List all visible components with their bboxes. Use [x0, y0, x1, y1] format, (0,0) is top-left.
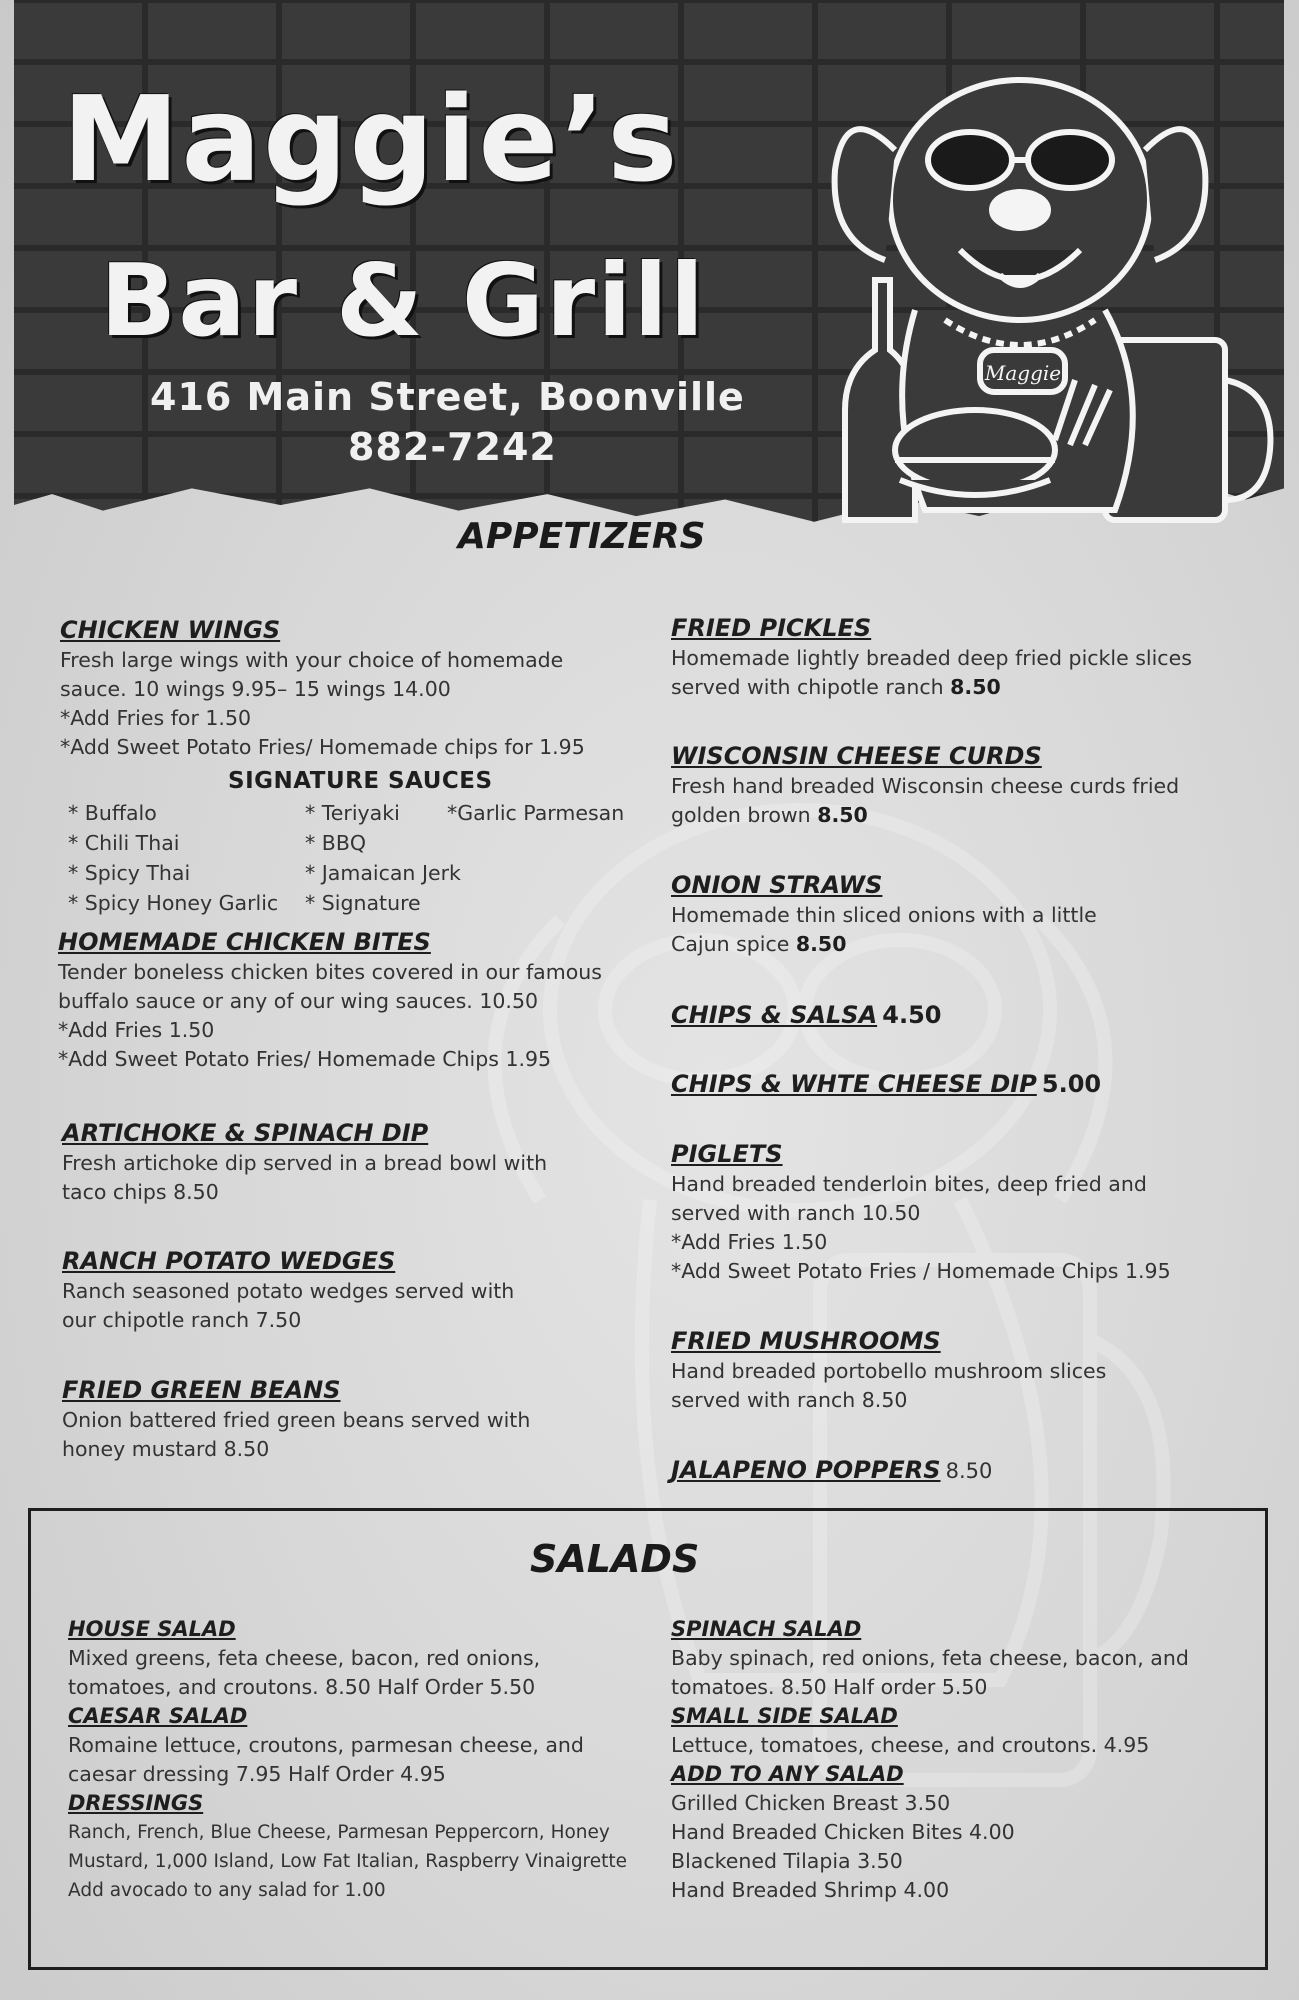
salad-item-caesar — [68, 1702, 584, 1789]
phone-number: 882-7242 — [348, 425, 557, 469]
item-desc: Fresh hand breaded Wisconsin cheese curds fried — [671, 774, 1180, 798]
item-price: 8.50 — [950, 675, 1001, 699]
item-desc: honey mustard 8.50 — [62, 1437, 270, 1461]
item-desc: Homemade lightly breaded deep fried pickle slices — [671, 646, 1192, 670]
item-name: HOMEMADE CHICKEN BITES — [58, 928, 431, 956]
menu-item-chicken-wings — [60, 615, 650, 762]
item-name: DRESSINGS — [68, 1791, 204, 1815]
item-desc: Fresh large wings with your choice of homemade — [60, 648, 564, 672]
sauce-item: * Jamaican Jerk — [305, 861, 461, 885]
menu-item-artichoke-dip — [62, 1118, 652, 1207]
item-price: 8.50 — [817, 803, 868, 827]
menu-item-chicken-bites — [58, 927, 648, 1074]
menu-item-jalapeno-poppers — [671, 1455, 1261, 1486]
item-name: ARTICHOKE & SPINACH DIP — [62, 1119, 429, 1147]
item-desc: Fresh artichoke dip served in a bread bowl with — [62, 1151, 548, 1175]
item-name: FRIED PICKLES — [671, 614, 872, 642]
item-price: 5.00 — [1041, 1070, 1102, 1098]
item-name: SPINACH SALAD — [671, 1617, 862, 1641]
item-name: HOUSE SALAD — [68, 1617, 236, 1641]
menu-item-onion-straws — [671, 870, 1261, 959]
item-desc: tomatoes. 8.50 Half order 5.50 — [671, 1675, 988, 1699]
item-desc: Grilled Chicken Breast 3.50 — [671, 1791, 951, 1815]
sauce-item: * Teriyaki — [305, 801, 400, 825]
signature-sauces-title: SIGNATURE SAUCES — [228, 768, 493, 794]
item-name: CAESAR SALAD — [68, 1704, 248, 1728]
item-name: CHICKEN WINGS — [60, 616, 281, 644]
menu-item-fried-pickles — [671, 613, 1261, 702]
salad-item-spinach — [671, 1615, 1189, 1702]
salad-item-house — [68, 1615, 540, 1702]
address: 416 Main Street, Boonville — [150, 375, 745, 419]
item-desc: Hand Breaded Shrimp 4.00 — [671, 1878, 950, 1902]
item-desc: Homemade thin sliced onions with a little — [671, 903, 1097, 927]
salad-item-add-ons — [671, 1760, 1015, 1905]
item-name: FRIED MUSHROOMS — [671, 1327, 941, 1355]
item-desc: caesar dressing 7.95 Half Order 4.95 — [68, 1762, 446, 1786]
sauce-item: *Garlic Parmesan — [447, 801, 625, 825]
item-desc: Add avocado to any salad for 1.00 — [68, 1880, 386, 1901]
sauce-item: * Spicy Honey Garlic — [68, 891, 279, 915]
menu-item-white-cheese-dip — [671, 1069, 1261, 1100]
dog-mascot-icon — [775, 60, 1275, 530]
item-name: RANCH POTATO WEDGES — [62, 1247, 396, 1275]
item-price: 8.50 — [795, 932, 847, 956]
item-desc: taco chips 8.50 — [62, 1180, 219, 1204]
menu-item-fried-mushrooms — [671, 1326, 1261, 1415]
item-desc: Lettuce, tomatoes, cheese, and croutons. 4.95 — [671, 1733, 1150, 1757]
item-name: WISCONSIN CHEESE CURDS — [671, 742, 1042, 770]
item-name: SMALL SIDE SALAD — [671, 1704, 898, 1728]
item-desc: Tender boneless chicken bites covered in our famous — [58, 960, 602, 984]
item-desc: Baby spinach, red onions, feta cheese, bacon, and — [671, 1646, 1189, 1670]
item-desc: *Add Fries for 1.50 — [60, 706, 252, 730]
menu-item-potato-wedges — [62, 1246, 652, 1335]
item-desc: Mixed greens, feta cheese, bacon, red onions, — [68, 1646, 541, 1670]
item-name: ONION STRAWS — [671, 871, 883, 899]
item-desc: Onion battered fried green beans served with — [62, 1408, 531, 1432]
tag-text: Maggie — [984, 361, 1062, 385]
item-name: PIGLETS — [671, 1140, 783, 1168]
item-desc: served with ranch 10.50 — [671, 1201, 921, 1225]
item-desc: *Add Fries 1.50 — [671, 1230, 828, 1254]
item-desc: served with ranch 8.50 — [671, 1388, 908, 1412]
item-desc: Mustard, 1,000 Island, Low Fat Italian, Raspberry Vinaigrette — [68, 1851, 628, 1872]
item-desc: Hand breaded tenderloin bites, deep fried and — [671, 1172, 1147, 1196]
sauce-item: * Signature — [305, 891, 421, 915]
brand-subtitle: Bar & Grill — [100, 242, 707, 359]
item-price: 8.50 — [945, 1459, 993, 1483]
item-desc: Ranch seasoned potato wedges served with — [62, 1279, 515, 1303]
item-name: FRIED GREEN BEANS — [62, 1376, 341, 1404]
menu-item-green-beans — [62, 1375, 652, 1464]
item-desc: Romaine lettuce, croutons, parmesan cheese, and — [68, 1733, 584, 1757]
item-name: CHIPS & WHTE CHEESE DIP — [671, 1070, 1037, 1098]
sauce-item: * BBQ — [305, 831, 367, 855]
salads-title: SALADS — [530, 1537, 700, 1581]
appetizers-title: APPETIZERS — [458, 516, 706, 557]
item-name: JALAPENO POPPERS — [671, 1456, 941, 1484]
item-desc: *Add Sweet Potato Fries/ Homemade chips for 1.95 — [60, 735, 585, 759]
item-desc: *Add Sweet Potato Fries / Homemade Chips 1.95 — [671, 1259, 1171, 1283]
item-name: CHIPS & SALSA — [671, 1001, 878, 1029]
menu-item-chips-salsa — [671, 1000, 1261, 1031]
item-name: ADD TO ANY SALAD — [671, 1762, 904, 1786]
sauce-item: * Spicy Thai — [68, 861, 191, 885]
item-desc: Blackened Tilapia 3.50 — [671, 1849, 903, 1873]
item-desc: served with chipotle ranch 8.50 — [671, 675, 1001, 699]
brand-name: Maggie’s — [62, 70, 680, 208]
sauce-item: * Buffalo — [68, 801, 157, 825]
item-desc: Hand Breaded Chicken Bites 4.00 — [671, 1820, 1015, 1844]
item-desc: sauce. 10 wings 9.95– 15 wings 14.00 — [60, 677, 451, 701]
sauce-item: * Chili Thai — [68, 831, 180, 855]
salad-item-dressings — [68, 1789, 627, 1905]
item-desc: buffalo sauce or any of our wing sauces. 10.50 — [58, 989, 539, 1013]
item-desc: *Add Sweet Potato Fries/ Homemade Chips 1.95 — [58, 1047, 552, 1071]
item-desc: tomatoes, and croutons. 8.50 Half Order 5.50 — [68, 1675, 536, 1699]
item-desc: our chipotle ranch 7.50 — [62, 1308, 302, 1332]
item-desc: *Add Fries 1.50 — [58, 1018, 215, 1042]
menu-item-piglets — [671, 1139, 1261, 1286]
menu-item-cheese-curds — [671, 741, 1261, 830]
item-desc: golden brown 8.50 — [671, 803, 868, 827]
salad-item-small-side — [671, 1702, 1149, 1760]
item-desc: Cajun spice 8.50 — [671, 932, 847, 956]
item-desc: Hand breaded portobello mushroom slices — [671, 1359, 1107, 1383]
item-desc: Ranch, French, Blue Cheese, Parmesan Peppercorn, Honey — [68, 1822, 610, 1843]
item-price: 4.50 — [882, 1001, 942, 1029]
